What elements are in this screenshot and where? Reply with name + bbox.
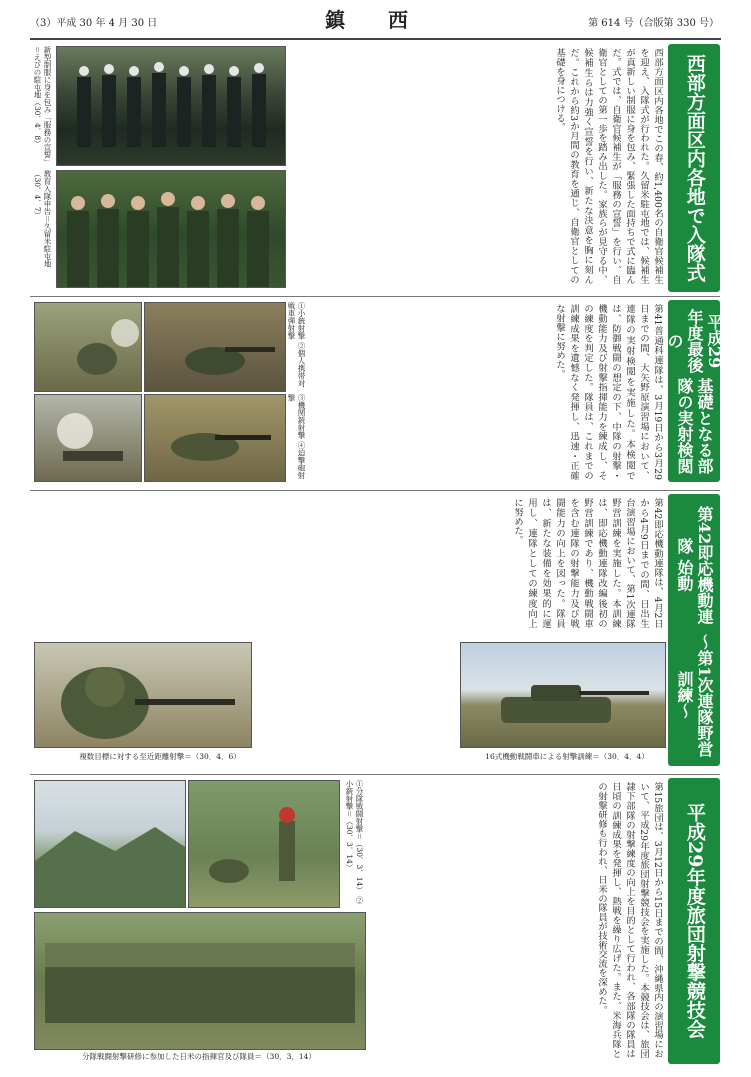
article-text: 第42即応機動連隊は、4月2日から4月9日までの間、日出生台演習場において、第1次連隊野営訓練を実施した。本訓練は、即応機動連隊改編後初の野営訓練であり、機動戦闘車を含む連隊の射撃能力及び戦闘能力の向上を図った。隊員は、新たな装備を効果的に運用し、連隊としての練度向上に努めた。 [512,498,663,628]
photo-caption: 新型制服に身を包み「服務の宣誓」＝えびの駐屯地（30．4．8） [33,46,52,163]
caption-item: ②個人携帯対戦車弾射撃 [287,302,306,387]
section-divider [30,296,720,297]
photo-ceremony [56,46,286,166]
photo-image [35,643,251,747]
article-text: 西部方面区内各地でこの春、約1,400名の自衛官候補生を迎え、入隊式が行われた。久留米駐屯地では、候補生が真新しい制服に身を包み、緊張した面持ちで式に臨んだ。式では、自衛官候補生が「服務の宣誓」を行い、自衛官としての第一歩を踏み出した。家族らが見守る中、候補生らは力強く宣誓を行い、新たな決意を胸に刻んだ。これから約3か月間の教育を通じ、自衛官としての基礎を身につける。 [554,48,663,284]
photo-combat-vehicle [460,642,666,748]
newspaper-title: 鎮 西 [325,8,426,32]
photo-soldier-closeup [34,642,252,748]
photo-image [35,781,185,907]
caption-item: ①分隊戦闘射撃＝（30．3．14） [355,780,364,894]
photo-image [189,781,339,907]
banner-line: 基礎となる部隊の実射検閲 [675,377,714,474]
photo-image [57,171,285,287]
photo-caption: 16式機動戦闘車による射撃訓練＝（30．4．4） [485,752,649,761]
caption-item: ③機関銃射撃 [297,394,306,439]
section-banner [665,300,724,482]
banner-line: 第42即応機動連隊 始動 [675,506,714,625]
photo-rifle-fire [188,780,340,908]
photo-machinegun [144,394,286,482]
photo-image [35,303,141,391]
photo-caption: 分隊戦闘射撃研修に参加した日米の指揮官及び隊員＝（30．3．14） [82,1052,316,1061]
photo-image [145,303,285,391]
photo-antitank [144,302,286,392]
section-entrance [30,44,720,292]
photo-caption: 複数目標に対する至近距離射撃＝（30．4．6） [79,752,241,761]
article-text: 第41普通科連隊は、3月19日から3月29日までの間、大矢野原演習場において、連隊の実射検閲を実施した。本検閲では、防御戦闘の想定の下、中隊の射撃・機動能力及び射撃指揮能力を練成し、その練度を判定した。隊員は、これまでの訓練成果を遺憾なく発揮し、迅速・正確な射撃に努めた。 [554,304,663,480]
section-shooting-competition [30,778,720,1068]
section-banner [668,778,720,1064]
photo-image [35,395,141,481]
section-divider [30,490,720,491]
section-live-fire [30,300,724,486]
banner-line: ～第1次連隊野営訓練～ [675,633,714,757]
section-divider [30,774,720,775]
photo-image [461,643,665,747]
banner-line: 平成29年度最後の [665,308,724,373]
photo-image [57,47,285,165]
photo-caption [340,780,364,906]
photo-image [145,395,285,481]
photo-rifle [34,302,142,392]
photo-caption [286,302,306,390]
photo-recruits [56,170,286,288]
header-date: （3）平成 30 年 4 月 30 日 [30,18,158,29]
photo-squad-fire [34,780,186,908]
photo-caption: 教育入隊申告＝久留米駐屯地（30．4．7） [33,170,52,268]
caption-item: ④迫撃砲射撃 [287,394,306,479]
photo-mortar [34,394,142,482]
issue-number: 第 614 号（合版第 330 号） [588,18,719,29]
caption-item: ②小銃射撃＝（30．3．14） [345,780,364,904]
photo-image [35,913,365,1049]
section-banner [668,494,720,766]
banner-line: 西部方面区内各地で入隊式 [683,54,706,282]
photo-caption [286,394,306,480]
photo-group [34,912,366,1050]
section-banner [668,44,720,292]
article-text: 第15旅団は、3月12日から15日までの間、沖縄県内の演習場において、平成29年度旅団射撃競技会を実施した。本競技会は、旅団隷下部隊の射撃練度の向上を目的として行われ、各部隊の隊員は日頃の訓練成果を発揮し、熱戦を繰り広げた。また、米海兵隊との射撃研修も行われ、日米の隊員が技術交流を深めた。 [596,782,663,1058]
section-rapid-deployment [30,494,720,770]
caption-item: ①小銃射撃 [297,302,306,340]
banner-line: 平成29年度旅団射撃競技会 [683,803,706,1039]
